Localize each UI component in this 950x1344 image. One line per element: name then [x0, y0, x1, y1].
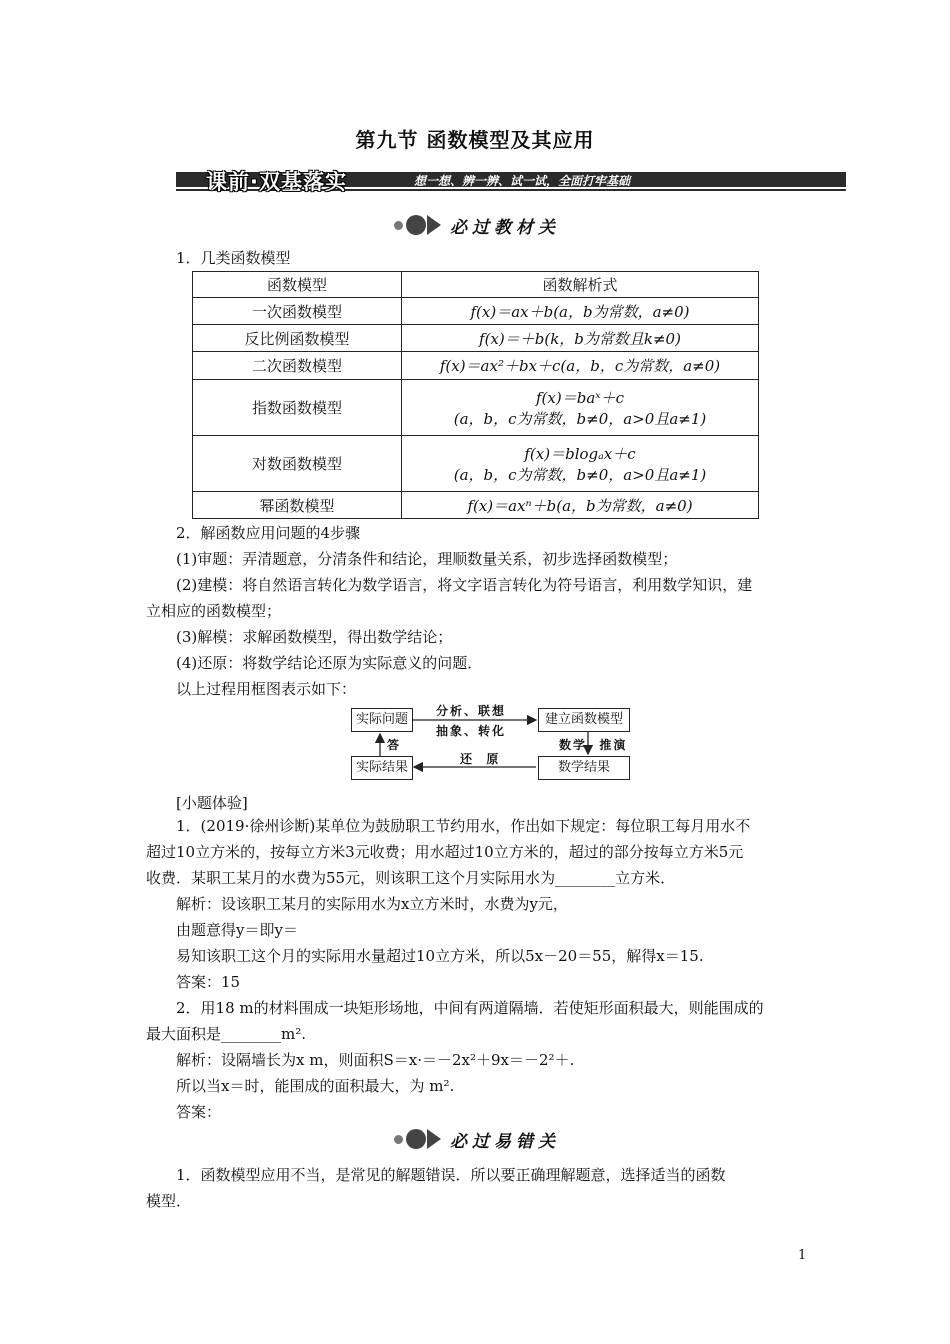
flow-intro: 以上过程用框图表示如下：	[176, 680, 357, 698]
section-title: 必过易错关	[450, 1132, 560, 1152]
model-formula: f(x)＝ax²＋bx＋c(a，b，c为常数，a≠0)	[402, 352, 759, 380]
answer-2-line: 所以当x＝时，能围成的面积最大，为 m².	[176, 1077, 455, 1095]
error-note-line: 1．函数模型应用不当，是常见的解题错误．所以要正确理解题意，选择适当的函数	[176, 1166, 726, 1184]
model-formula: f(x)＝＋b(k，b为常数且k≠0)	[402, 325, 759, 352]
circle-icon	[406, 1129, 426, 1149]
flow-label-analyze: 分析、联想	[436, 704, 507, 718]
table-header-row	[193, 272, 759, 298]
table-row	[193, 380, 759, 436]
step-line: 立相应的函数模型；	[146, 602, 282, 620]
section-head-errors	[394, 1127, 624, 1153]
question-1-line: 1．(2019·徐州诊断)某单位为鼓励职工节约用水，作出如下规定：每位职工每月用水不	[176, 817, 751, 835]
model-name: 反比例函数模型	[193, 325, 402, 352]
circle-icon	[406, 215, 426, 235]
model-formula-condition: (a，b，c为常数，b≠0，a>0且a≠1)	[453, 409, 707, 428]
table-row	[193, 325, 759, 352]
model-formula-cell	[402, 380, 759, 436]
step-line: (2)建模：将自然语言转化为数学语言，将文字语言转化为符号语言，利用数学知识，建	[176, 576, 753, 594]
answer-1-line: 由题意得y＝即y＝	[176, 921, 298, 939]
section-heading-2: 2．解函数应用问题的4步骤	[176, 524, 361, 542]
model-formula: f(x)＝blogₐx＋c	[524, 444, 636, 463]
step-line: (3)解模：求解函数模型，得出数学结论；	[176, 628, 453, 646]
section-heading-1: 1．几类函数模型	[176, 249, 291, 267]
model-name: 对数函数模型	[193, 436, 402, 492]
dot-icon	[394, 221, 403, 230]
table-header-cell: 函数解析式	[402, 272, 759, 298]
section-head-textbook	[394, 213, 624, 239]
step-line: (4)还原：将数学结论还原为实际意义的问题．	[176, 654, 483, 672]
flow-label-abstract: 抽象、转化	[436, 724, 507, 738]
banner-sub-text: 想一想、辨一辨、试一试，全面打牢基础	[414, 174, 631, 188]
flow-label-derive: 数学 推演	[559, 738, 628, 752]
question-1-line: 收费．某职工某月的水费为55元，则该职工这个月实际用水为________立方米．	[146, 869, 676, 887]
model-formula: f(x)＝baˣ＋c	[536, 388, 624, 407]
table-header-cell: 函数模型	[193, 272, 402, 298]
flow-box-real-problem: 实际问题	[351, 708, 413, 732]
table-row	[193, 492, 759, 519]
practice-label: [小题体验]	[176, 794, 248, 812]
banner-main-text: 课前·双基落实	[206, 170, 347, 194]
flow-box-build-model: 建立函数模型	[538, 708, 630, 732]
flow-box-math-result: 数学结果	[538, 756, 630, 780]
step-line: (1)审题：弄清题意，分清条件和结论，理顺数量关系，初步选择函数模型；	[176, 550, 678, 568]
model-name: 幂函数模型	[193, 492, 402, 519]
model-formula-cell	[402, 436, 759, 492]
page-number: 1	[798, 1248, 807, 1263]
table-row	[193, 352, 759, 380]
flow-box-real-result: 实际结果	[351, 756, 413, 780]
dot-icon	[394, 1135, 403, 1144]
flow-label-answer: 答	[387, 738, 402, 752]
question-2-line: 2．用18 m的材料围成一块矩形场地，中间有两道隔墙．若使矩形面积最大，则能围成的	[176, 999, 764, 1017]
answer-1-line: 易知该职工这个月的实际用水量超过10立方米，所以5x－20＝55，解得x＝15.	[176, 947, 704, 965]
process-flowchart	[350, 702, 630, 782]
answer-1-value: 答案：15	[176, 973, 241, 991]
model-formula: f(x)＝ax＋b(a，b为常数，a≠0)	[402, 298, 759, 325]
model-formula-condition: (a，b，c为常数，b≠0，a>0且a≠1)	[453, 465, 707, 484]
table-row	[193, 298, 759, 325]
model-name: 指数函数模型	[193, 380, 402, 436]
answer-1-line: 解析：设该职工某月的实际用水为x立方米时，水费为y元，	[176, 895, 568, 913]
answer-2-value: 答案：	[176, 1103, 222, 1121]
model-formula: f(x)＝axⁿ＋b(a，b为常数，a≠0)	[402, 492, 759, 519]
error-note-line: 模型．	[146, 1192, 192, 1210]
page-title: 第九节 函数模型及其应用	[355, 128, 595, 152]
model-name: 一次函数模型	[193, 298, 402, 325]
function-models-table	[192, 271, 759, 519]
table-row	[193, 436, 759, 492]
section-banner	[176, 170, 846, 192]
question-2-line: 最大面积是________m².	[146, 1025, 307, 1043]
section-title: 必过教材关	[450, 218, 560, 238]
model-name: 二次函数模型	[193, 352, 402, 380]
flow-label-restore: 还 原	[460, 752, 501, 766]
question-1-line: 超过10立方米的，按每立方米3元收费；用水超过10立方米的，超过的部分按每立方米5元	[146, 843, 744, 861]
answer-2-line: 解析：设隔墙长为x m，则面积S＝x·＝－2x²＋9x＝－2²＋.	[176, 1051, 575, 1069]
arrow-icon	[427, 1129, 441, 1149]
arrow-icon	[427, 215, 441, 235]
